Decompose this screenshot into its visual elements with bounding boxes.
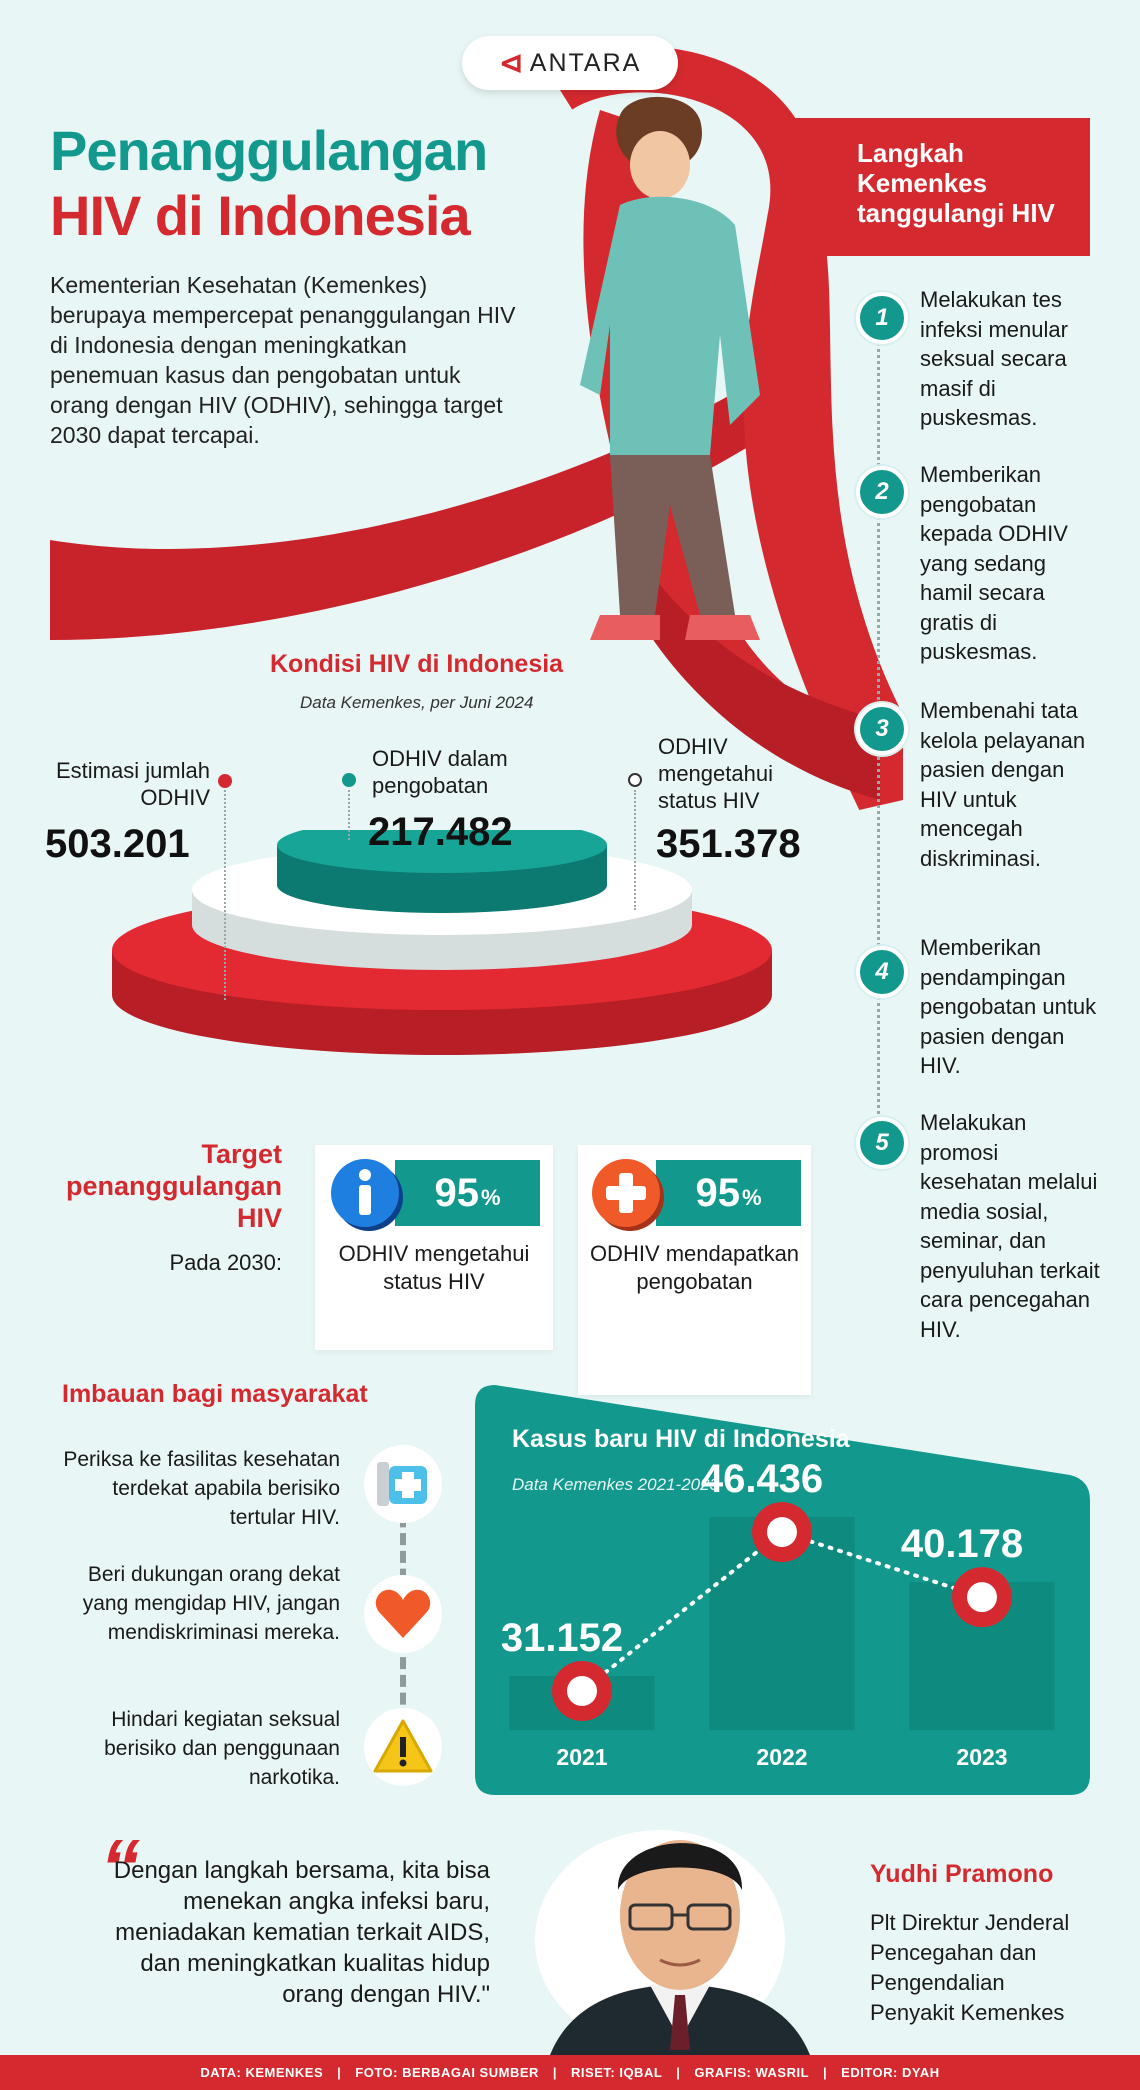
- stat-value-aware: 351.378: [656, 822, 801, 866]
- cases-chart-subtitle: Data Kemenkes 2021-2023: [512, 1475, 719, 1494]
- info-icon: [329, 1155, 409, 1235]
- condition-title: Kondisi HIV di Indonesia: [270, 650, 564, 678]
- cases-value-label: 31.152: [500, 1616, 624, 1661]
- stat-dot-treatment: [342, 773, 356, 787]
- speaker-role: Plt Direktur Jenderal Pencegahan dan Pengendalian Penyakit Kemenkes: [870, 1910, 1070, 2025]
- quote-text: Dengan langkah bersama, kita bisa menekan angka infeksi baru, meniadakan kematian terkait AIDS, dan meningkatkan kualitas hidup orang dengan HIV.": [113, 1857, 490, 2008]
- step-number: 1: [856, 292, 908, 344]
- target-card: [578, 1145, 811, 1395]
- cases-year-label: 2021: [556, 1744, 608, 1770]
- cases-year-label: 2023: [956, 1744, 1008, 1770]
- step-number: 3: [856, 703, 908, 755]
- stat-leader-line: [348, 790, 350, 840]
- antara-logo: [462, 36, 678, 90]
- appeal-item: [40, 1445, 340, 1545]
- cases-point-center: [567, 1676, 597, 1706]
- medical-cross-icon: [590, 1155, 670, 1235]
- target-card: [315, 1145, 553, 1350]
- step-number: 5: [856, 1117, 908, 1169]
- appeal-item: [40, 1560, 340, 1680]
- credit-separator: |: [552, 2065, 558, 2080]
- cases-point-center: [967, 1582, 997, 1612]
- appeal-text: Periksa ke fasilitas kesehatan terdekat apabila berisiko tertular HIV.: [63, 1448, 340, 1529]
- cases-value-label: 40.178: [900, 1522, 1024, 1567]
- quote-mark-icon: “: [100, 1823, 140, 1912]
- step-text: Memberikan pengobatan kepada ODHIV yang sedang hamil secara gratis di puskesmas.: [920, 462, 1068, 664]
- target-subtitle: Pada 2030:: [169, 1250, 282, 1275]
- health-facility-icon: [364, 1445, 442, 1523]
- target-value: 95: [695, 1170, 740, 1215]
- target-unit: %: [480, 1185, 501, 1210]
- cases-value-label: 46.436: [700, 1457, 824, 1502]
- stat-label-treatment: ODHIV dalam pengobatan: [372, 746, 508, 798]
- target-percent: [656, 1160, 801, 1226]
- cases-chart-title: Kasus baru HIV di Indonesia: [512, 1425, 850, 1453]
- credit-research: RISET: IQBAL: [571, 2065, 663, 2080]
- step-text: Membenahi tata kelola pelayanan pasien dengan HIV untuk mencegah diskriminasi.: [920, 698, 1086, 871]
- cases-point-center: [767, 1517, 797, 1547]
- appeal-item: [40, 1705, 340, 1805]
- credits-footer: [0, 2055, 1140, 2090]
- stat-value-estimate: 503.201: [45, 822, 190, 866]
- target-percent: [395, 1160, 540, 1226]
- logo-text: ANTARA: [529, 48, 642, 77]
- credit-separator: |: [823, 2065, 828, 2080]
- appeal-text: Beri dukungan orang dekat yang mengidap HIV, jangan mendiskriminasi mereka.: [82, 1563, 340, 1644]
- target-unit: %: [741, 1185, 762, 1210]
- credit-editor: EDITOR: DYAH: [841, 2065, 940, 2080]
- page-title-line2: HIV di Indonesia: [50, 184, 470, 247]
- target-label: ODHIV mengetahui status HIV: [338, 1241, 530, 1294]
- target-title: Target penanggulangan HIV: [66, 1139, 282, 1233]
- credit-photo: FOTO: BERBAGAI SUMBER: [355, 2065, 539, 2080]
- condition-source: Data Kemenkes, per Juni 2024: [300, 693, 534, 712]
- stat-label-estimate: Estimasi jumlah ODHIV: [55, 758, 210, 810]
- cases-chart: [475, 1385, 1090, 1795]
- heart-icon: [364, 1575, 442, 1653]
- antara-logo-icon: ⊲: [498, 46, 526, 80]
- target-value: 95: [434, 1170, 479, 1215]
- target-label: ODHIV mendapatkan pengobatan: [589, 1241, 800, 1294]
- credit-separator: |: [337, 2065, 342, 2080]
- credit-data: DATA: KEMENKES: [200, 2065, 324, 2080]
- appeal-title: Imbauan bagi masyarakat: [62, 1380, 368, 1408]
- stat-leader-line: [224, 790, 226, 1000]
- intro-paragraph: Kementerian Kesehatan (Kemenkes) berupaya mempercepat penanggulangan HIV di Indonesia dengan meningkatkan penemuan kasus dan pengobatan untuk orang dengan HIV (ODHIV), sehingga target 2030 dapat tercapai.: [50, 272, 516, 448]
- step-text: Melakukan tes infeksi menular seksual secara masif di puskesmas.: [920, 287, 1068, 430]
- stat-dot-estimate: [218, 774, 232, 788]
- step-number: 2: [856, 466, 908, 518]
- warning-icon: [364, 1708, 442, 1786]
- stat-dot-aware: [628, 773, 642, 787]
- stat-leader-line: [634, 790, 636, 910]
- stat-value-treatment: 217.482: [368, 810, 513, 854]
- speaker-name: Yudhi Pramono: [870, 1860, 1054, 1888]
- steps-banner: Langkah Kemenkes tanggulangi HIV: [785, 118, 1090, 256]
- page-title-line1: Penanggulangan: [50, 119, 488, 182]
- step-text: Melakukan promosi kesehatan melalui media sosial, seminar, dan penyuluhan terkait cara pencegahan HIV.: [920, 1110, 1100, 1342]
- stat-label-aware: ODHIV mengetahui status HIV: [658, 734, 773, 813]
- step-text: Memberikan pendampingan pengobatan untuk pasien dengan HIV.: [920, 935, 1097, 1078]
- credit-separator: |: [676, 2065, 681, 2080]
- speaker-portrait: [530, 1780, 830, 2055]
- step-number: 4: [856, 946, 908, 998]
- cases-year-label: 2022: [756, 1744, 808, 1770]
- appeal-text: Hindari kegiatan seksual berisiko dan penggunaan narkotika.: [104, 1708, 340, 1789]
- credit-graphics: GRAFIS: WASRIL: [694, 2065, 810, 2080]
